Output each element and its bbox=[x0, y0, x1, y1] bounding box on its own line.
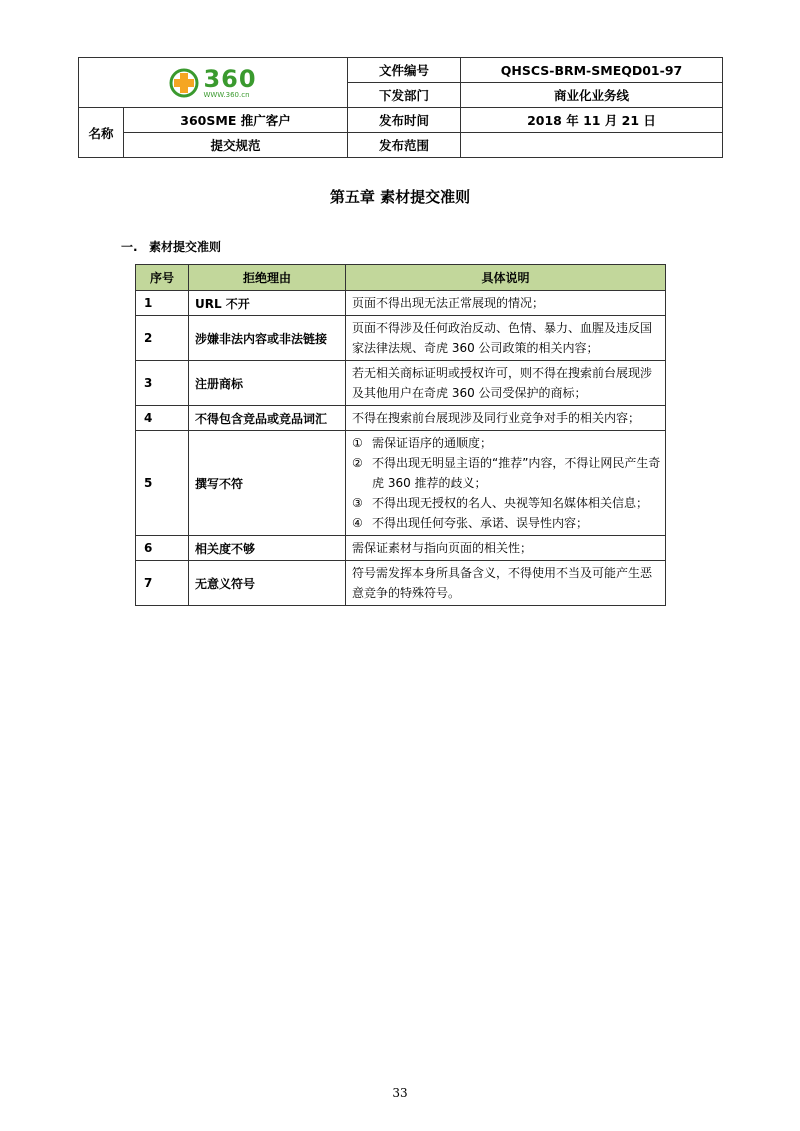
row-description: 不得在搜索前台展现涉及同行业竞争对手的相关内容； bbox=[346, 406, 666, 431]
list-item bbox=[352, 433, 661, 453]
row-description: 需保证素材与指向页面的相关性； bbox=[346, 536, 666, 561]
list-marker: ① bbox=[352, 436, 363, 450]
column-header-description: 具体说明 bbox=[346, 265, 666, 291]
name-label: 名称 bbox=[79, 108, 124, 158]
table-row bbox=[136, 316, 666, 361]
logo-subtext: WWW.360.cn bbox=[203, 90, 250, 99]
table-row bbox=[136, 291, 666, 316]
table-row bbox=[136, 561, 666, 606]
logo-plus-icon bbox=[169, 68, 199, 98]
field-label-scope: 发布范围 bbox=[348, 133, 461, 158]
row-index: 1 bbox=[136, 291, 189, 316]
row-reason: 不得包含竞品或竞品词汇 bbox=[189, 406, 346, 431]
list-marker: ③ bbox=[352, 496, 363, 510]
company-logo bbox=[79, 64, 347, 99]
name-value-line2: 提交规范 bbox=[124, 133, 348, 158]
row-reason: 注册商标 bbox=[189, 361, 346, 406]
chapter-title: 第五章 素材提交准则 bbox=[329, 188, 471, 206]
table-row bbox=[136, 431, 666, 536]
column-header-index: 序号 bbox=[136, 265, 189, 291]
row-description: 页面不得涉及任何政治反动、色情、暴力、血腥及违反国家法律法规、奇虎 360 公司政策的相关内容； bbox=[346, 316, 666, 361]
field-value-doc-number: QHSCS-BRM-SMEQD01-97 bbox=[461, 58, 723, 83]
row-reason: 撰写不符 bbox=[189, 431, 346, 536]
document-header-table bbox=[78, 57, 723, 158]
row-index: 4 bbox=[136, 406, 189, 431]
list-text: 不得出现任何夸张、承诺、误导性内容； bbox=[372, 516, 589, 530]
logo-cell bbox=[79, 58, 348, 108]
rejection-rules-table bbox=[135, 264, 666, 606]
field-label-doc-number: 文件编号 bbox=[348, 58, 461, 83]
column-header-reason: 拒绝理由 bbox=[189, 265, 346, 291]
field-value-scope bbox=[461, 133, 723, 158]
list-text: 需保证语序的通顺度； bbox=[372, 436, 493, 450]
row-index: 3 bbox=[136, 361, 189, 406]
table-header-row bbox=[136, 265, 666, 291]
section-number: 一. bbox=[121, 240, 138, 254]
row-index: 7 bbox=[136, 561, 189, 606]
row-index: 6 bbox=[136, 536, 189, 561]
row-reason: 无意义符号 bbox=[189, 561, 346, 606]
page-number: 33 bbox=[392, 1086, 408, 1100]
table-row bbox=[136, 536, 666, 561]
row-index: 5 bbox=[136, 431, 189, 536]
field-label-publish-date: 发布时间 bbox=[348, 108, 461, 133]
table-row bbox=[136, 406, 666, 431]
list-marker: ④ bbox=[352, 516, 363, 530]
section-heading bbox=[121, 238, 221, 255]
list-text: 不得出现无授权的名人、央视等知名媒体相关信息； bbox=[372, 496, 649, 510]
row-reason: URL 不开 bbox=[189, 291, 346, 316]
row-description: 符号需发挥本身所具备含义，不得使用不当及可能产生恶意竞争的特殊符号。 bbox=[346, 561, 666, 606]
row-description-list bbox=[346, 431, 666, 536]
logo-text: 360 bbox=[203, 64, 257, 93]
field-value-department: 商业化业务线 bbox=[461, 83, 723, 108]
field-label-department: 下发部门 bbox=[348, 83, 461, 108]
list-item bbox=[352, 493, 661, 513]
list-item bbox=[352, 513, 661, 533]
row-reason: 涉嫌非法内容或非法链接 bbox=[189, 316, 346, 361]
row-index: 2 bbox=[136, 316, 189, 361]
field-value-publish-date: 2018 年 11 月 21 日 bbox=[461, 108, 723, 133]
section-title: 素材提交准则 bbox=[149, 240, 222, 254]
row-description: 页面不得出现无法正常展现的情况； bbox=[346, 291, 666, 316]
list-marker: ② bbox=[352, 456, 363, 470]
table-row bbox=[136, 361, 666, 406]
list-text: 不得出现无明显主语的“推荐”内容，不得让网民产生奇虎 360 推荐的歧义； bbox=[372, 456, 661, 490]
name-value-line1: 360SME 推广客户 bbox=[124, 108, 348, 133]
row-description: 若无相关商标证明或授权许可，则不得在搜索前台展现涉及其他用户在奇虎 360 公司受保护的商标； bbox=[346, 361, 666, 406]
list-item bbox=[352, 453, 661, 493]
row-reason: 相关度不够 bbox=[189, 536, 346, 561]
